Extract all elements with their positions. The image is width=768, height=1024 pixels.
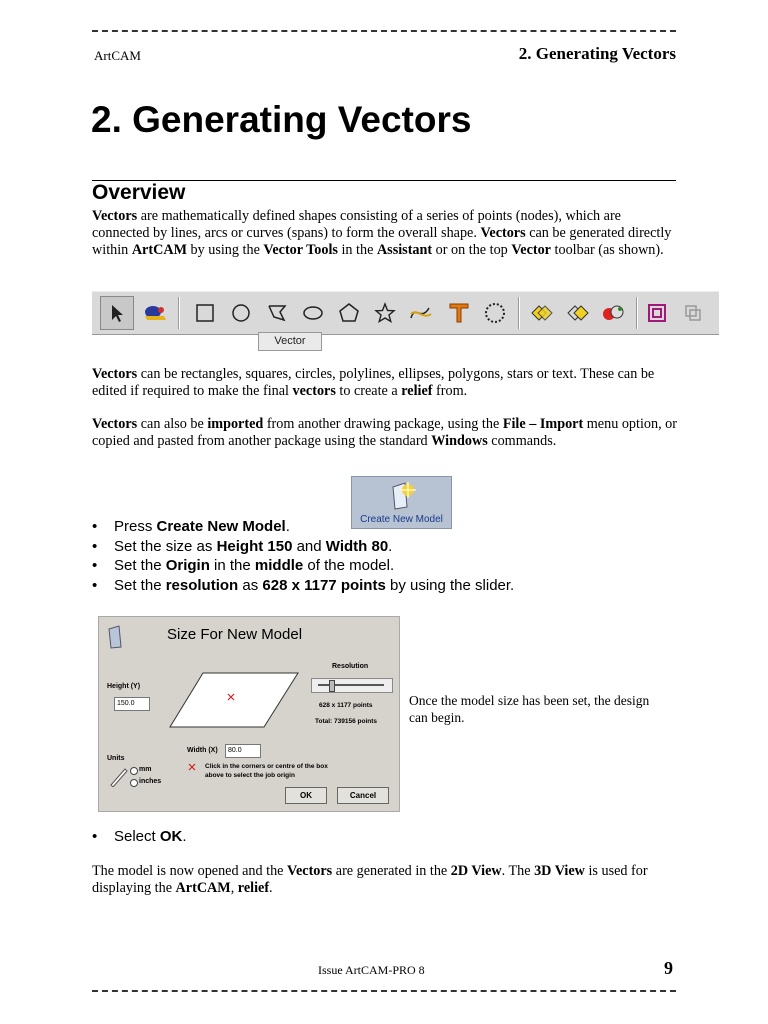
resolution-slider[interactable]	[311, 678, 393, 693]
select-arrow-icon[interactable]	[100, 296, 134, 330]
text-on-curve-icon[interactable]	[478, 296, 512, 330]
new-model-icon	[389, 481, 417, 511]
toolbar-separator	[636, 297, 638, 329]
vector-editing-icon[interactable]	[138, 296, 172, 330]
top-dashed-rule	[92, 30, 676, 32]
inches-label: inches	[139, 778, 162, 785]
slider-thumb[interactable]	[329, 680, 335, 692]
paragraph-import: Vectors can also be imported from another drawing package, using the File – Import menu option, or copied and pasted from another package using the standard Windows commands.	[92, 416, 678, 449]
side-note: Once the model size has been set, the design can begin.	[409, 693, 650, 725]
list-item: • Set the Origin in the middle of the model.	[92, 556, 514, 576]
section-heading: Overview	[92, 181, 186, 204]
height-label: Height (Y)	[107, 683, 141, 690]
list-item: • Press Create New Model.	[92, 517, 514, 537]
units-label: Units	[107, 755, 125, 762]
list-item: • Set the size as Height 150 and Width 80.	[92, 537, 514, 557]
toolbar-separator	[518, 297, 520, 329]
merge-icon[interactable]	[640, 296, 674, 330]
header-left: ArtCAM	[94, 48, 141, 63]
height-input[interactable]: 150.0	[114, 697, 150, 711]
tiling-icon[interactable]	[676, 296, 710, 330]
list-item: • Select OK.	[92, 827, 187, 847]
dialog-title: Size For New Model	[167, 626, 303, 643]
slider-track	[318, 684, 384, 686]
toolbar-separator	[178, 297, 180, 329]
text-icon[interactable]	[442, 296, 476, 330]
width-label: Width (X)	[187, 747, 218, 754]
steps-list	[92, 517, 514, 595]
ok-list	[92, 827, 187, 847]
width-input[interactable]: 80.0	[225, 744, 261, 758]
ellipse-icon[interactable]	[296, 296, 330, 330]
cancel-button[interactable]: Cancel	[337, 787, 389, 804]
polygon-icon[interactable]	[332, 296, 366, 330]
toolbar-tooltip: Vector	[258, 332, 322, 351]
origin-icon	[187, 762, 197, 772]
inches-radio[interactable]	[130, 779, 138, 787]
resolution-label: Resolution	[332, 663, 369, 670]
resolution-total: Total: 739156 points	[315, 718, 378, 725]
group-icon[interactable]	[524, 296, 558, 330]
document-icon	[107, 625, 127, 649]
page-number: 9	[664, 958, 673, 978]
polyline-icon[interactable]	[260, 296, 294, 330]
mm-radio[interactable]	[130, 767, 138, 775]
resolution-points: 628 x 1177 points	[319, 702, 373, 709]
model-preview	[169, 672, 299, 728]
page-title: 2. Generating Vectors	[91, 99, 472, 140]
vector-toolbar	[92, 291, 719, 335]
node-editing-icon[interactable]	[404, 296, 438, 330]
footer-issue: Issue ArtCAM-PRO 8	[318, 963, 425, 977]
paragraph-vector-types: Vectors can be rectangles, squares, circles, polylines, ellipses, polygons, stars or text. These can be edited if required to make the final vectors to create a relief from.	[92, 366, 655, 399]
rectangle-icon[interactable]	[188, 296, 222, 330]
origin-hint: Click in the corners or centre of the box above to select the job origin	[205, 763, 328, 779]
header-right: 2. Generating Vectors	[518, 44, 676, 63]
mm-label: mm	[139, 766, 152, 773]
size-for-new-model-dialog	[98, 616, 400, 812]
circle-icon[interactable]	[224, 296, 258, 330]
star-icon[interactable]	[368, 296, 402, 330]
create-new-model-label: Create New Model	[360, 514, 443, 525]
ruler-icon	[109, 767, 129, 787]
ok-button[interactable]: OK	[285, 787, 327, 804]
paragraph-views: The model is now opened and the Vectors are generated in the 2D View. The 3D View is used for displaying the ArtCAM, relief.	[92, 863, 648, 896]
join-vectors-icon[interactable]	[596, 296, 630, 330]
paragraph-intro: Vectors are mathematically defined shapes consisting of a series of points (nodes), which are connected by lines, arcs or curves (spans) to form the overall shape. Vectors can be generated directly within ArtCAM by using the Vector Tools in the Assistant or on the top Vector toolbar (as shown).	[92, 208, 672, 258]
bottom-dashed-rule	[92, 990, 676, 992]
ungroup-icon[interactable]	[560, 296, 594, 330]
list-item: • Set the resolution as 628 x 1177 points by using the slider.	[92, 576, 514, 596]
